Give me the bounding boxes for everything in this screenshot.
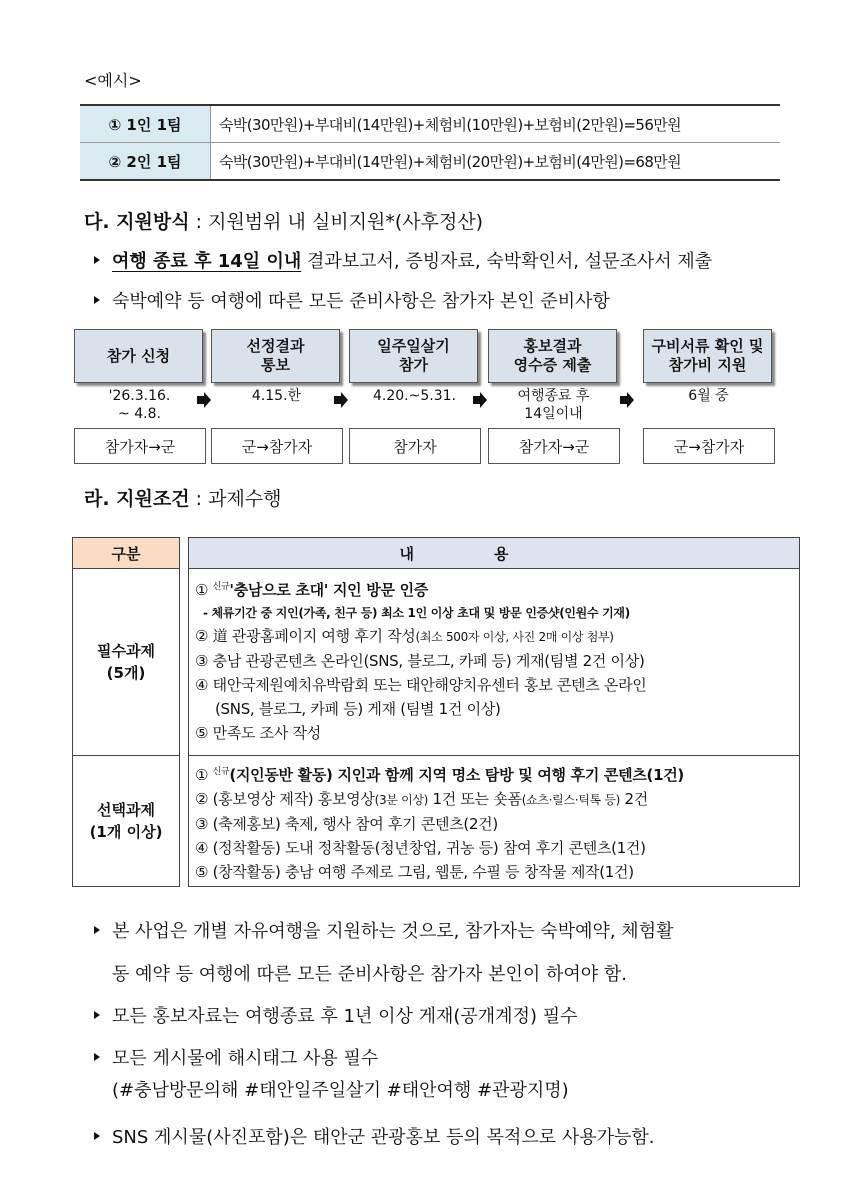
- example-label: <예시>: [84, 71, 142, 90]
- cost-value: 숙박(30만원)+부대비(14만원)+체험비(20만원)+보험비(4만원)=68만원: [211, 143, 781, 181]
- section-da-desc: : 지원범위 내 실비지원*(사후정산): [189, 211, 484, 233]
- list-item: [189, 624, 799, 649]
- new-tag: 신규: [212, 767, 230, 777]
- table-row: [80, 105, 780, 143]
- note-text: 모든 게시물에 해시태그 사용 필수: [112, 1048, 379, 1069]
- category-header: 구분: [73, 538, 180, 569]
- bullet-icon: [94, 1011, 100, 1019]
- note-2: [94, 998, 577, 1036]
- bullet-text: 결과보고서, 증빙자료, 숙박확인서, 설문조사서 제출: [301, 251, 713, 272]
- item-number: ③: [195, 652, 209, 670]
- deadline-emphasis: 여행 종료 후 14일 이내: [112, 251, 302, 272]
- process-actor: 참가자→군: [74, 428, 206, 464]
- required-items: [189, 569, 800, 756]
- process-actor: 군→참가자: [643, 428, 775, 464]
- arrow-right-icon: [333, 391, 349, 413]
- team-label: ① 1인 1팀: [80, 105, 211, 143]
- item-text: (지인동반 활동) 지인과 함께 지역 명소 탐방 및 여행 후기 콘텐츠(1건): [229, 766, 684, 784]
- process-date: 여행종료 후 14일이내: [517, 388, 590, 422]
- bullet-icon: [94, 1132, 100, 1140]
- process-step: 일주일살기 참가: [349, 329, 478, 383]
- process-step: 참가 신청: [74, 329, 203, 383]
- item-text: 1건 또는 숏폼: [428, 790, 522, 808]
- list-item: [189, 760, 799, 787]
- section-ra-desc: : 과제수행: [189, 488, 282, 510]
- item-number: ②: [195, 627, 209, 645]
- section-ra-heading: [84, 484, 282, 511]
- section-ra-title: 라. 지원조건: [84, 488, 190, 510]
- item-note: (쇼츠·릴스·틱톡 등): [521, 793, 621, 807]
- optional-items: [189, 756, 800, 887]
- section-da-title: 다. 지원방식: [84, 211, 190, 233]
- bullet-item: [94, 287, 610, 313]
- item-text: 충남 관광콘텐츠 온라인(SNS, 블로그, 카페 등) 게재(팀별 2건 이상): [212, 652, 645, 670]
- process-actor: 참가자: [349, 428, 481, 464]
- item-text: 만족도 조사 작성: [212, 724, 321, 742]
- bullet-icon: [94, 256, 100, 264]
- note-text: 모든 홍보자료는 여행종료 후 1년 이상 게재(공개계정) 필수: [112, 1006, 578, 1027]
- process-step: 구비서류 확인 및 참가비 지원: [643, 329, 772, 383]
- item-note: (최소 500자 이상, 사진 2매 이상 첨부): [415, 630, 614, 644]
- process-actor: 군→참가자: [211, 428, 343, 464]
- arrow-right-icon: [196, 391, 212, 413]
- process-step: 선정결과 통보: [211, 329, 340, 383]
- item-note: (3분 이상): [374, 793, 429, 807]
- bullet-text: 숙박예약 등 여행에 따른 모든 준비사항은 참가자 본인 준비사항: [112, 291, 610, 312]
- content-header: 내용: [189, 538, 800, 569]
- bullet-icon: [94, 1053, 100, 1061]
- list-item: [189, 721, 799, 745]
- process-date: '26.3.16. ~ 4.8.: [108, 388, 171, 422]
- process-date: 6월 중: [688, 388, 729, 404]
- section-da-heading: [84, 207, 483, 234]
- new-tag: 신규: [212, 582, 230, 592]
- note-1-cont: 동 예약 등 여행에 따른 모든 준비사항은 참가자 본인이 하여야 함.: [112, 964, 628, 985]
- list-item: (SNS, 블로그, 카페 등) 게재 (팀별 1건 이상): [215, 700, 501, 718]
- bullet-item: [94, 247, 712, 273]
- item-text: (축제홍보) 축제, 행사 참여 후기 콘텐츠(2건): [212, 815, 498, 833]
- required-category: 필수과제 (5개): [73, 569, 180, 756]
- item-text: 2건: [620, 790, 648, 808]
- conditions-table: [72, 537, 800, 887]
- item-text: 태안국제원예치유박람회 또는 태안해양치유센터 홍보 콘텐츠 온라인: [212, 676, 647, 694]
- process-actor: 참가자→군: [488, 428, 620, 464]
- item-number: ①: [195, 766, 209, 784]
- item-number: ⑤: [195, 863, 209, 881]
- cost-value: 숙박(30만원)+부대비(14만원)+체험비(10만원)+보험비(2만원)=56만원: [211, 105, 781, 143]
- list-item: [189, 787, 799, 812]
- list-item: - 체류기간 중 지인(가족, 친구 등) 최소 1인 이상 초대 및 방문 인증샷(인원수 기재): [203, 606, 630, 620]
- item-text: (창작활동) 충남 여행 주제로 그림, 웹툰, 수필 등 창작물 제작(1건): [212, 863, 634, 881]
- hashtags: (#충남방문의해 #태안일주일살기 #태안여행 #관광지명): [112, 1080, 569, 1101]
- item-number: ④: [195, 839, 209, 857]
- note-text: 본 사업은 개별 자유여행을 지원하는 것으로, 참가자는 숙박예약, 체험활: [112, 921, 674, 942]
- note-text: SNS 게시물(사진포함)은 태안군 관광홍보 등의 목적으로 사용가능함.: [112, 1127, 655, 1148]
- team-label: ② 2인 1팀: [80, 143, 211, 181]
- list-item: [189, 860, 799, 884]
- list-item: [189, 575, 799, 602]
- item-number: ⑤: [195, 724, 209, 742]
- process-step: 홍보결과 영수증 제출: [488, 329, 617, 383]
- example-table: [80, 104, 780, 181]
- item-number: ③: [195, 815, 209, 833]
- item-text: (홍보영상 제작) 홍보영상: [212, 790, 375, 808]
- process-date: 4.20.~5.31.: [373, 388, 456, 404]
- list-item: [189, 836, 799, 860]
- item-number: ①: [195, 581, 209, 599]
- item-text: '충남으로 초대' 지인 방문 인증: [229, 581, 428, 599]
- list-item: [189, 649, 799, 673]
- table-row: [80, 143, 780, 181]
- bullet-icon: [94, 296, 100, 304]
- list-item: [189, 673, 799, 697]
- bullet-icon: [94, 926, 100, 934]
- item-text: 道 관광홈페이지 여행 후기 작성: [212, 627, 416, 645]
- item-number: ②: [195, 790, 209, 808]
- item-number: ④: [195, 676, 209, 694]
- arrow-right-icon: [619, 391, 635, 413]
- note-1: [94, 913, 673, 951]
- list-item: [189, 812, 799, 836]
- optional-category: 선택과제 (1개 이상): [73, 756, 180, 887]
- process-date: 4.15.한: [251, 388, 302, 404]
- arrow-right-icon: [472, 391, 488, 413]
- note-4: [94, 1119, 655, 1157]
- item-text: (정착활동) 도내 정착활동(청년창업, 귀농 등) 참여 후기 콘텐츠(1건): [212, 839, 646, 857]
